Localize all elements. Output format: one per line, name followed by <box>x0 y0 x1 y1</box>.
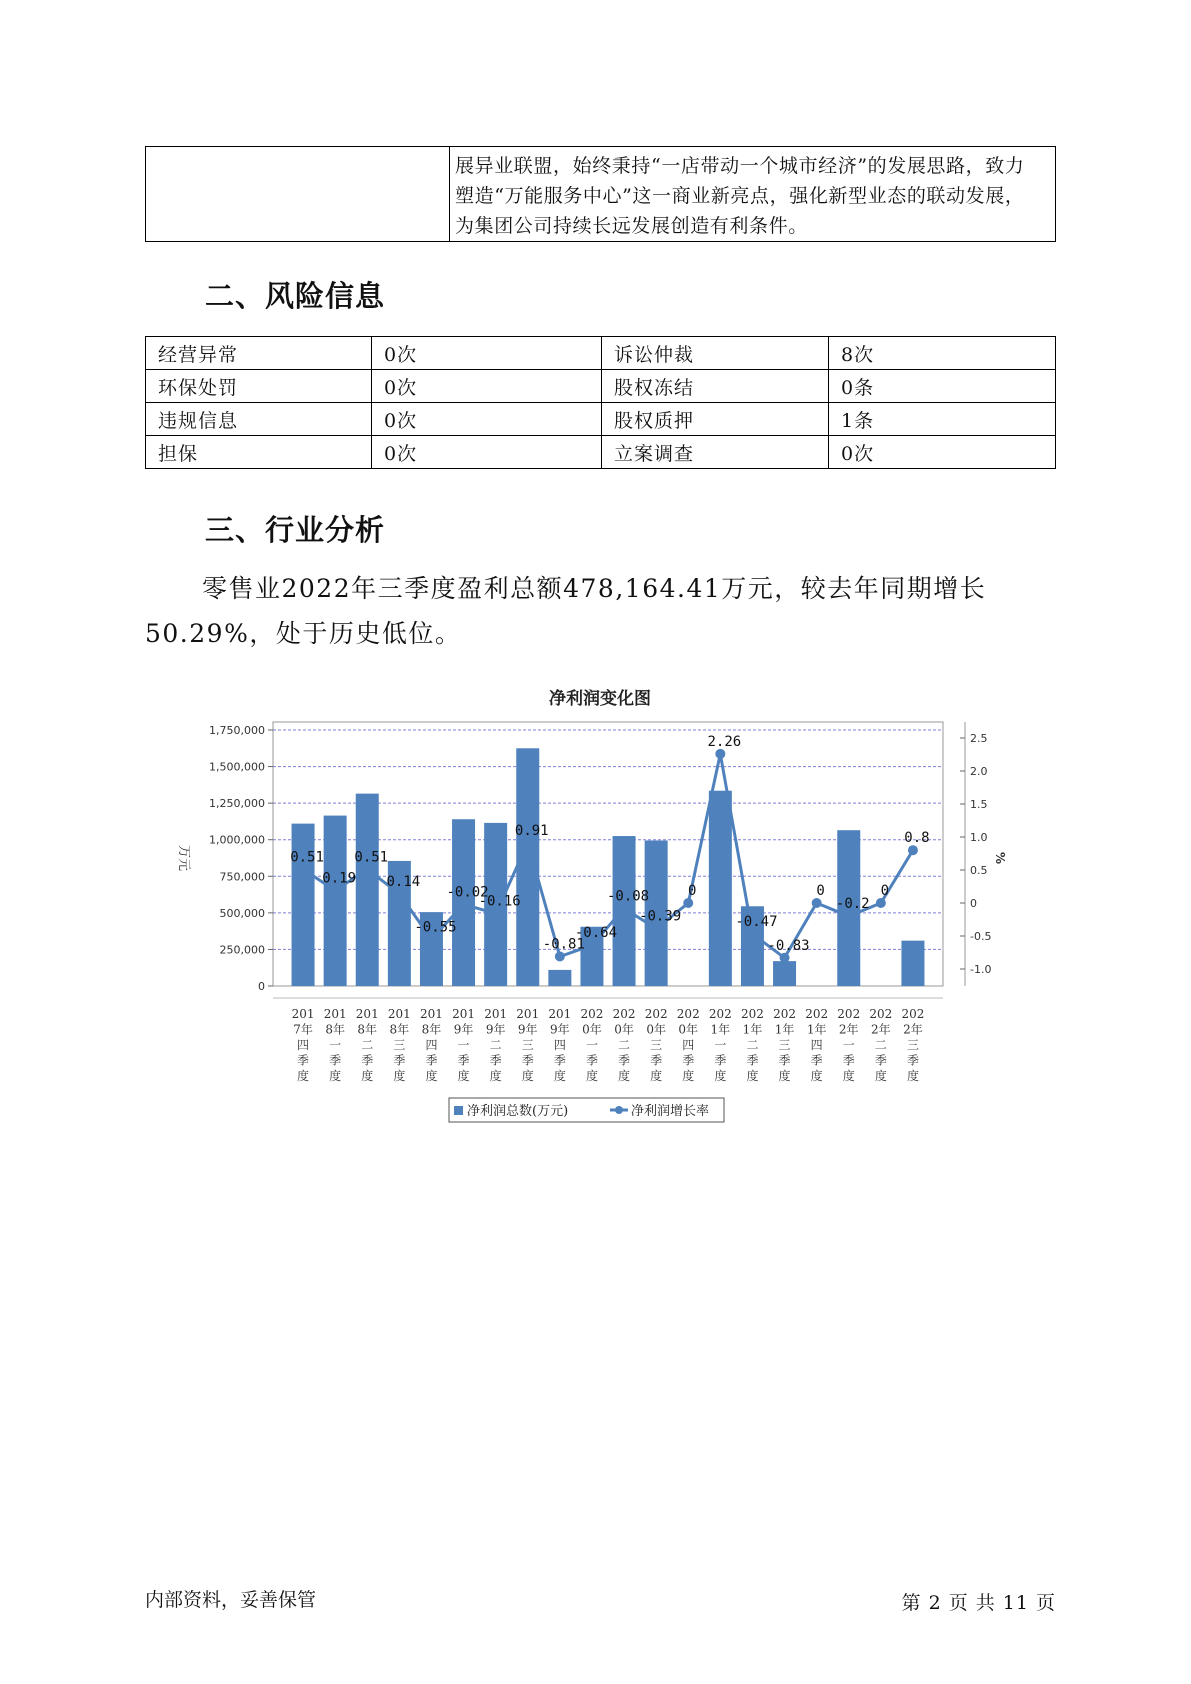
y2-tick-label: 1.0 <box>970 831 988 844</box>
bar <box>324 816 347 986</box>
x-tick-label: 季 <box>457 1053 470 1068</box>
x-tick-label: 0年 <box>582 1022 602 1037</box>
continuation-table-empty-cell <box>146 147 450 241</box>
x-tick-label: 2年 <box>871 1022 891 1037</box>
x-tick-label: 度 <box>778 1069 791 1083</box>
growth-rate-point <box>362 864 372 874</box>
y2-tick-label: 0.5 <box>970 864 988 877</box>
growth-rate-point <box>555 951 565 961</box>
growth-rate-point <box>715 749 725 759</box>
x-tick-label: 二 <box>746 1038 759 1052</box>
x-tick-label: 度 <box>874 1069 887 1083</box>
y2-tick-label: -1.0 <box>970 963 992 976</box>
x-tick-label: 四 <box>297 1038 310 1052</box>
y-tick-label: 750,000 <box>219 870 265 884</box>
continuation-table-text-cell <box>450 147 1055 241</box>
x-tick-label: 9年 <box>485 1022 506 1037</box>
data-label: -0.02 <box>446 884 489 901</box>
risk-value: 8次 <box>829 337 1056 370</box>
continuation-line: 为集团公司持续长远发展创造有利条件。 <box>455 215 808 237</box>
growth-rate-point <box>394 889 404 899</box>
risk-label: 违规信息 <box>146 403 372 436</box>
x-tick-label: 二 <box>489 1038 502 1052</box>
risk-value: 0条 <box>829 370 1056 403</box>
risk-value: 0次 <box>372 436 602 469</box>
x-tick-label: 201 <box>387 1007 411 1021</box>
x-tick-label: 度 <box>746 1069 759 1083</box>
growth-rate-point <box>908 845 918 855</box>
x-tick-label: 0年 <box>646 1022 666 1037</box>
x-tick-label: 季 <box>618 1053 631 1068</box>
x-tick-label: 201 <box>291 1007 315 1021</box>
industry-section-heading: 三、行业分析 <box>205 513 386 547</box>
x-tick-label: 季 <box>297 1053 310 1068</box>
risk-label: 经营异常 <box>146 337 372 370</box>
x-tick-label: 二 <box>618 1038 631 1052</box>
y-tick-label: 1,750,000 <box>209 724 265 737</box>
x-tick-label: 度 <box>585 1069 598 1083</box>
footer-page-number: 第 2 页 共 11 页 <box>901 1592 1056 1614</box>
growth-rate-point <box>491 909 501 919</box>
growth-rate-point <box>587 940 597 950</box>
x-tick-label: 三 <box>906 1038 919 1052</box>
x-tick-label: 201 <box>484 1007 508 1021</box>
x-tick-label: 度 <box>714 1069 727 1083</box>
risk-label: 股权质押 <box>602 403 829 436</box>
x-tick-label: 201 <box>323 1007 347 1021</box>
continuation-line: 塑造“万能服务中心”这一商业新亮点，强化新型业态的联动发展， <box>455 185 1025 207</box>
x-tick-label: 度 <box>810 1069 823 1083</box>
x-tick-label: 1年 <box>806 1022 827 1037</box>
x-tick-label: 季 <box>393 1053 406 1068</box>
x-tick-label: 二 <box>361 1038 374 1052</box>
x-tick-label: 202 <box>901 1007 925 1021</box>
x-tick-label: 0年 <box>614 1022 634 1037</box>
data-label: -0.47 <box>735 914 778 931</box>
risk-label: 担保 <box>146 436 372 469</box>
growth-rate-point <box>298 864 308 874</box>
x-tick-label: 7年 <box>293 1022 313 1037</box>
x-tick-label: 度 <box>618 1069 631 1083</box>
legend-line-marker <box>615 1106 623 1114</box>
net-profit-chart <box>170 680 1030 1140</box>
growth-rate-point <box>459 899 469 909</box>
y-tick-label: 1,000,000 <box>209 833 265 847</box>
growth-rate-point <box>780 953 790 963</box>
data-label: -0.08 <box>606 888 650 905</box>
x-tick-label: 季 <box>425 1053 438 1068</box>
growth-rate-point <box>844 911 854 921</box>
x-tick-label: 度 <box>457 1069 470 1083</box>
x-tick-label: 9年 <box>550 1022 570 1037</box>
x-tick-label: 202 <box>773 1007 797 1021</box>
x-tick-label: 二 <box>874 1038 887 1052</box>
table-row <box>146 370 1056 403</box>
x-tick-label: 三 <box>393 1038 406 1052</box>
x-tick-label: 季 <box>650 1053 663 1068</box>
y-tick-label: 500,000 <box>219 906 265 920</box>
x-tick-label: 202 <box>676 1007 700 1021</box>
x-tick-label: 度 <box>489 1069 502 1083</box>
growth-rate-point <box>523 838 533 848</box>
x-tick-label: 季 <box>489 1053 502 1068</box>
risk-value: 1条 <box>829 403 1056 436</box>
x-tick-label: 度 <box>650 1069 663 1083</box>
data-label: -0.83 <box>767 937 810 954</box>
table-row <box>146 337 1056 370</box>
y-tick-label: 1,500,000 <box>209 760 265 774</box>
x-tick-label: 度 <box>425 1069 438 1083</box>
x-tick-label: 2年 <box>838 1022 859 1037</box>
data-label: 0.91 <box>514 822 549 839</box>
x-tick-label: 一 <box>457 1038 470 1052</box>
bar <box>548 970 571 986</box>
x-tick-label: 季 <box>810 1053 823 1068</box>
x-tick-label: 8年 <box>325 1022 345 1037</box>
x-tick-label: 度 <box>521 1069 534 1083</box>
x-tick-label: 202 <box>708 1007 732 1021</box>
x-tick-label: 季 <box>906 1053 919 1068</box>
x-tick-label: 度 <box>329 1069 342 1083</box>
y-tick-label: 0 <box>258 980 265 993</box>
x-tick-label: 四 <box>682 1038 695 1052</box>
bar <box>709 791 732 986</box>
x-tick-label: 9年 <box>517 1022 538 1037</box>
y-tick-label: 1,250,000 <box>209 797 265 811</box>
bar <box>773 961 796 986</box>
data-label: 0.51 <box>290 849 324 866</box>
x-tick-label: 201 <box>355 1007 379 1021</box>
risk-value: 0次 <box>829 436 1056 469</box>
growth-rate-point <box>876 898 886 908</box>
y2-tick-label: -0.5 <box>970 930 992 943</box>
table-row <box>146 436 1056 469</box>
x-tick-label: 2年 <box>903 1022 923 1037</box>
data-label: 2.26 <box>707 733 742 750</box>
growth-rate-point <box>619 903 629 913</box>
paragraph-line: 零售业2022年三季度盈利总额478,164.41万元，较去年同期增长 <box>202 574 987 603</box>
x-tick-label: 0年 <box>678 1022 699 1037</box>
x-tick-label: 度 <box>393 1069 406 1083</box>
data-label: -0.16 <box>478 893 521 910</box>
data-label: 0 <box>816 883 825 899</box>
x-tick-label: 季 <box>682 1053 695 1068</box>
x-tick-label: 三 <box>521 1038 534 1052</box>
x-tick-label: 三 <box>778 1038 791 1052</box>
bar <box>901 941 924 986</box>
x-tick-label: 季 <box>553 1053 566 1068</box>
x-tick-label: 201 <box>452 1007 476 1021</box>
data-label: -0.55 <box>414 919 457 936</box>
risk-value: 0次 <box>372 403 602 436</box>
growth-rate-point <box>747 929 757 939</box>
risk-value: 0次 <box>372 370 602 403</box>
x-tick-label: 1年 <box>774 1022 795 1037</box>
chart-title: 净利润变化图 <box>549 689 651 709</box>
x-tick-label: 201 <box>419 1007 443 1021</box>
x-tick-label: 度 <box>842 1069 855 1083</box>
growth-rate-point <box>812 898 822 908</box>
x-tick-label: 四 <box>553 1038 566 1052</box>
data-label: 0.14 <box>386 873 421 890</box>
legend-bar-swatch <box>454 1106 463 1115</box>
x-tick-label: 202 <box>580 1007 604 1021</box>
data-label: -0.81 <box>542 936 585 953</box>
footer-confidential-note: 内部资料，妥善保管 <box>145 1589 317 1611</box>
x-tick-label: 1年 <box>710 1022 731 1037</box>
data-label: 0.19 <box>322 870 357 887</box>
growth-rate-point <box>426 934 436 944</box>
risk-info-table <box>145 336 1056 469</box>
x-tick-label: 一 <box>329 1038 342 1052</box>
growth-rate-point <box>651 924 661 934</box>
risk-label: 股权冻结 <box>602 370 829 403</box>
continuation-table <box>145 146 1056 242</box>
bar <box>356 794 379 986</box>
x-tick-label: 度 <box>297 1069 310 1083</box>
x-tick-label: 度 <box>906 1069 919 1083</box>
x-tick-label: 202 <box>869 1007 893 1021</box>
x-tick-label: 度 <box>361 1069 374 1083</box>
legend-line-label: 净利润增长率 <box>631 1104 710 1119</box>
industry-paragraph <box>145 566 1005 656</box>
y-axis-label: 万元 <box>176 844 191 872</box>
x-tick-label: 202 <box>805 1007 829 1021</box>
risk-label: 立案调查 <box>602 436 829 469</box>
x-tick-label: 季 <box>361 1053 374 1068</box>
y-tick-label: 250,000 <box>219 943 265 957</box>
x-tick-label: 四 <box>810 1038 823 1052</box>
data-label: -0.2 <box>835 896 870 913</box>
data-label: -0.64 <box>574 925 618 942</box>
x-tick-label: 季 <box>329 1053 342 1068</box>
legend-bar-label: 净利润总数(万元) <box>467 1104 569 1119</box>
growth-rate-point <box>683 898 693 908</box>
x-tick-label: 8年 <box>421 1022 442 1037</box>
data-label: 0.8 <box>904 830 930 847</box>
x-tick-label: 季 <box>521 1053 534 1068</box>
x-tick-label: 8年 <box>357 1022 378 1037</box>
x-tick-label: 四 <box>425 1038 438 1052</box>
x-tick-label: 一 <box>842 1038 855 1052</box>
x-tick-label: 202 <box>612 1007 636 1021</box>
y2-tick-label: 1.5 <box>970 798 988 811</box>
x-tick-label: 季 <box>842 1053 855 1068</box>
x-tick-label: 度 <box>682 1069 695 1083</box>
data-label: -0.39 <box>639 908 682 925</box>
y2-axis-label: % <box>993 851 1007 865</box>
data-label: 0 <box>688 883 697 899</box>
data-label: 0.51 <box>354 849 389 866</box>
continuation-line: 展异业联盟，始终秉持“一店带动一个城市经济”的发展思路，致力 <box>455 155 1025 177</box>
x-tick-label: 季 <box>746 1053 759 1068</box>
x-tick-label: 三 <box>650 1038 663 1052</box>
y2-tick-label: 0 <box>970 897 977 910</box>
risk-label: 环保处罚 <box>146 370 372 403</box>
x-tick-label: 季 <box>714 1053 727 1068</box>
x-tick-label: 季 <box>874 1053 887 1068</box>
paragraph-line: 50.29%，处于历史低位。 <box>145 619 462 648</box>
x-tick-label: 202 <box>837 1007 861 1021</box>
x-tick-label: 201 <box>548 1007 572 1021</box>
x-tick-label: 9年 <box>453 1022 474 1037</box>
x-tick-label: 一 <box>714 1038 727 1052</box>
growth-rate-point <box>330 885 340 895</box>
risk-label: 诉讼仲裁 <box>602 337 829 370</box>
x-tick-label: 201 <box>516 1007 540 1021</box>
x-tick-label: 1年 <box>742 1022 763 1037</box>
table-row <box>146 403 1056 436</box>
x-tick-label: 季 <box>585 1053 598 1068</box>
risk-section-heading: 二、风险信息 <box>205 279 386 313</box>
bar <box>292 824 315 986</box>
x-tick-label: 202 <box>740 1007 764 1021</box>
y2-tick-label: 2.5 <box>970 732 988 745</box>
data-label: 0 <box>880 883 890 899</box>
x-tick-label: 度 <box>553 1069 566 1083</box>
risk-value: 0次 <box>372 337 602 370</box>
x-tick-label: 季 <box>778 1053 791 1068</box>
x-tick-label: 8年 <box>389 1022 410 1037</box>
x-tick-label: 202 <box>644 1007 668 1021</box>
x-tick-label: 一 <box>585 1038 598 1052</box>
y2-tick-label: 2.0 <box>970 765 988 778</box>
